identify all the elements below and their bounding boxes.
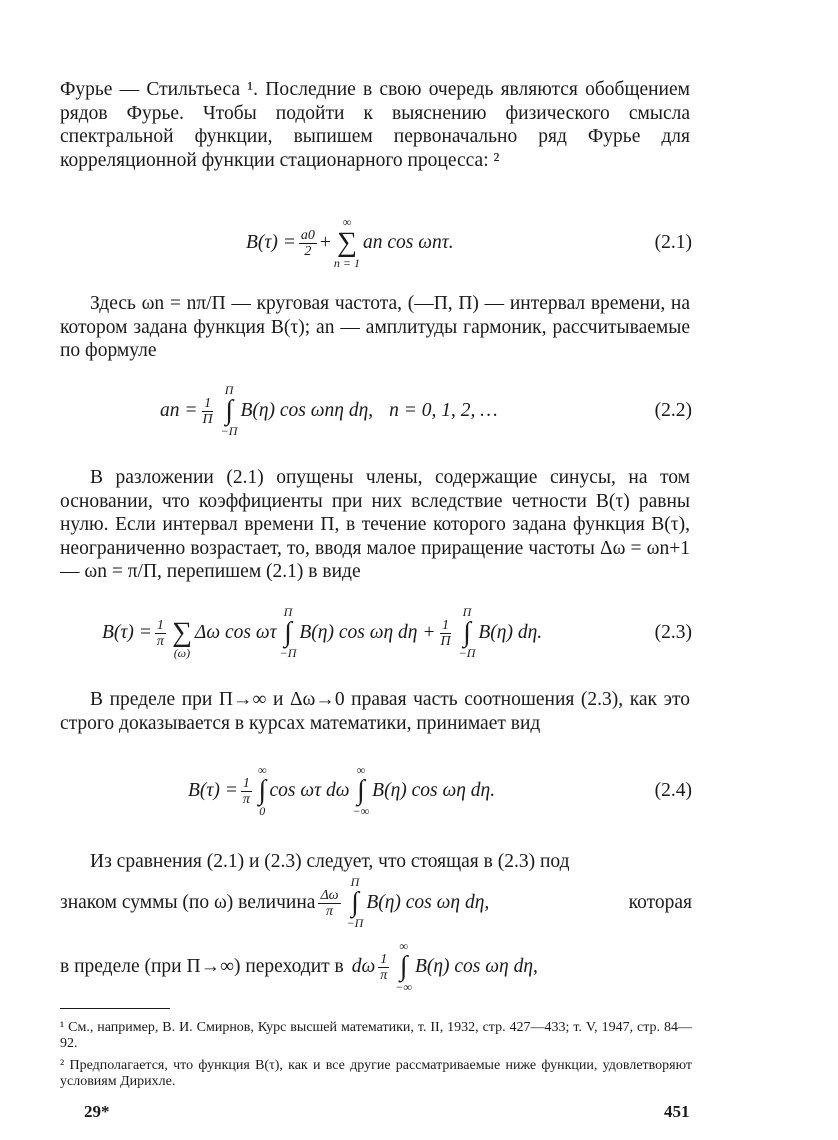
eq3-integrand-2: B(η) dη.: [478, 622, 543, 643]
eq3-sum: ∑ (ω): [171, 617, 192, 660]
eq4-integrand-2: B(η) cos ωη dη.: [372, 780, 496, 801]
eq3-integrand: B(η) cos ωη dη +: [299, 622, 436, 643]
eq3-fraction: $\frac{1}{\pi}$: [156, 617, 164, 649]
eq2-lhs: an =: [160, 400, 198, 421]
equation-number: (2.4): [654, 780, 692, 801]
equation-2-2: [60, 376, 692, 446]
inline1-fraction: $\frac{\Delta\omega}{\pi}$: [320, 887, 339, 919]
equation-2-3: [60, 598, 692, 668]
eq3-lhs: B(τ) =: [102, 622, 152, 643]
eq4-integral: ∞ ∫ 0: [257, 763, 267, 818]
paragraph-6-lead: знаком суммы (по ω) величина: [60, 892, 316, 913]
eq2-fraction: $\frac{1}{\Pi}$: [202, 395, 213, 427]
equation-number: (2.1): [654, 232, 692, 253]
inline2-integral: ∞ ∫ −∞: [395, 939, 412, 994]
eq4-fraction: $\frac{1}{\pi}$: [242, 775, 250, 807]
equation-number: (2.2): [654, 400, 692, 421]
paragraph-3: В разложении (2.1) опущены члены, содержащие синусы, на том основании, что коэффициенты при них вследствие четности B(τ) равны нулю. Если интервал времени Π, в течение которого задана функция B(τ), неограниченно возрастает, то, вводя малое приращение частоты Δω = ωn+1 — ωn = π/Π, перепишем (2.1) в виде: [60, 467, 690, 582]
equation-2-4: [60, 756, 692, 826]
inline2-lead: dω: [351, 956, 376, 977]
eq3-integral: Π ∫ −Π: [279, 605, 297, 660]
inline-formula-line-2: [60, 932, 692, 1002]
eq1-lhs: B(τ) =: [246, 232, 296, 253]
eq3-term: Δω cos ωτ: [194, 622, 277, 643]
eq4-integral-2: ∞ ∫ −∞: [352, 763, 370, 818]
inline1-integral: Π ∫ −Π: [346, 875, 364, 930]
signature-mark: 29*: [84, 1102, 110, 1121]
eq3-fraction-2: $\frac{1}{\Pi}$: [440, 617, 451, 649]
paragraph-1: Фурье — Стильтьеса ¹. Последние в свою очередь являются обобщением рядов Фурье. Чтобы подойти к выяснению физического смысла спектральной функции, выпишем первоначально ряд Фурье для корреляционной функции стационарного процесса: ²: [60, 79, 690, 171]
eq4-integrand: cos ωτ dω: [269, 780, 350, 801]
footnote-rule: [60, 1008, 170, 1009]
eq2-tail: n = 0, 1, 2, …: [389, 400, 498, 421]
eq4-lhs: B(τ) =: [188, 780, 238, 801]
eq2-integral: Π ∫ −Π: [220, 383, 238, 438]
paragraph-2: Здесь ωn = nπ/Π — круговая частота, (—Π, Π) — интервал времени, на котором задана функция B(τ); an — амплитуды гармоник, рассчитываемые по формуле: [60, 293, 690, 361]
paragraph-5: Из сравнения (2.1) и (2.3) следует, что стоящая в (2.3) под: [90, 851, 570, 872]
eq1-term: an cos ωnτ.: [363, 232, 454, 253]
equation-number: (2.3): [654, 622, 692, 643]
eq1-fraction: $\frac{a0}{2}$: [300, 227, 315, 259]
eq1-sum: ∞ ∑ n = 1: [333, 215, 361, 270]
paragraph-6-tail: которая: [628, 892, 692, 913]
page-number: 451: [664, 1102, 690, 1121]
paragraph-4: В пределе при Π→∞ и Δω→0 правая часть соотношения (2.3), как это строго доказывается в курсах математики, принимает вид: [60, 689, 690, 734]
footnote-2: ² Предполагается, что функция B(τ), как и все другие рассматриваемые ниже функции, удовлетворяют условиям Дирихле.: [60, 1058, 692, 1089]
footnote-1: ¹ См., например, В. И. Смирнов, Курс высшей математики, т. II, 1932, стр. 427—433; т. V, 1947, стр. 84—92.: [60, 1020, 692, 1051]
inline-formula-line-1: [60, 868, 692, 938]
inline2-fraction: $\frac{1}{\pi}$: [380, 951, 388, 983]
eq2-integrand: B(η) cos ωnη dη,: [240, 400, 374, 421]
inline1-integrand: B(η) cos ωη dη,: [366, 892, 490, 913]
inline2-integrand: B(η) cos ωη dη,: [414, 956, 538, 977]
equation-2-1: B(τ) = $\frac{a0}{2}$ + ∞ ∑ n = 1 an cos ωnτ. (2.1): [246, 215, 692, 270]
paragraph-7-lead: в пределе (при Π→∞) переходит в: [60, 956, 344, 977]
eq3-integral-2: Π ∫ −Π: [458, 605, 476, 660]
